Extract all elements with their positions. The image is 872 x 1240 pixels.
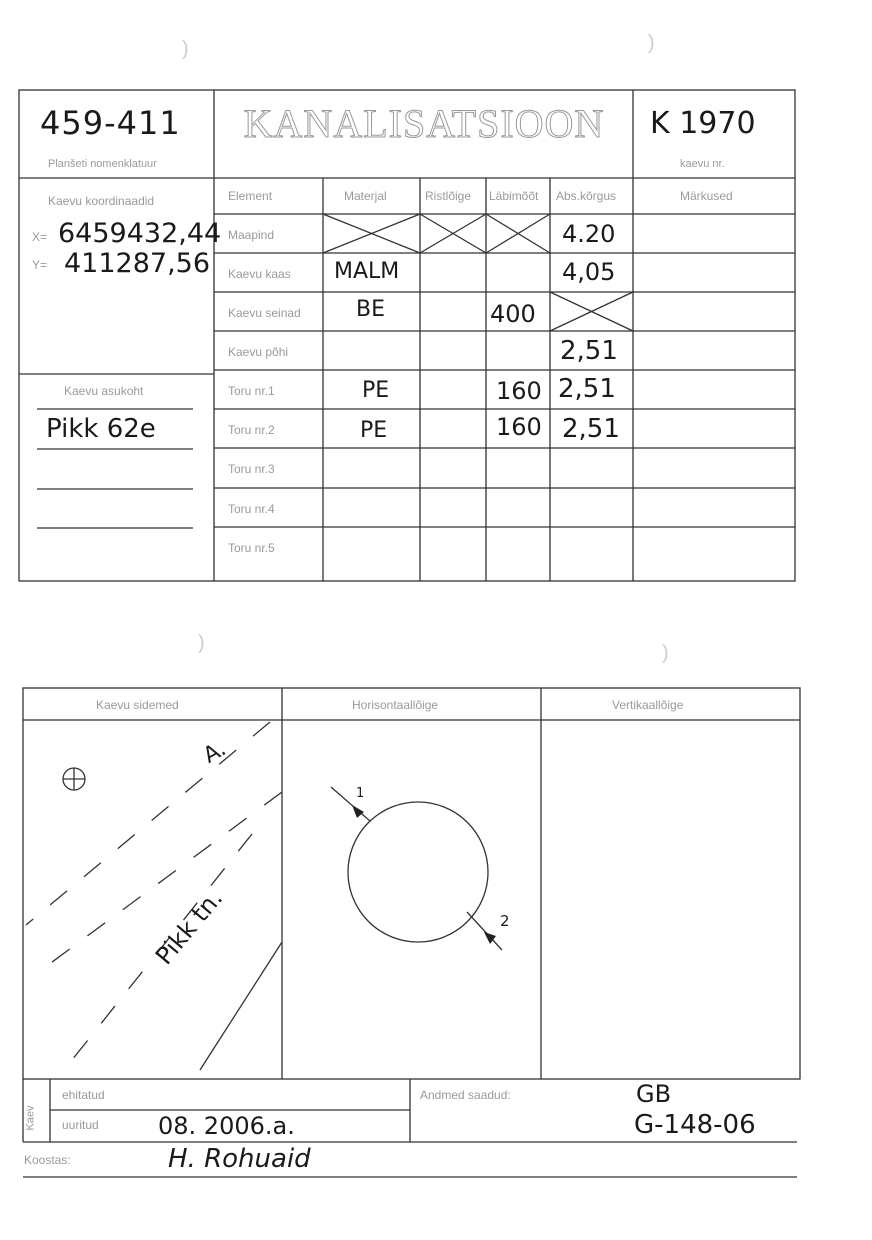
table-row-label: Kaevu põhi — [228, 345, 289, 359]
table-row-label: Toru nr.2 — [228, 423, 275, 437]
table-cell-diameter: 400 — [490, 300, 536, 328]
data-source-value-2: G-148-06 — [634, 1110, 756, 1140]
x-label: X= — [32, 230, 48, 244]
table-row-label: Kaevu seinad — [228, 306, 301, 320]
data-source-label: Andmed saadud: — [420, 1088, 511, 1102]
header-cross: Ristlõige — [425, 189, 472, 203]
header-material: Materjal — [344, 189, 387, 203]
pipe-2-label: 2 — [500, 912, 510, 930]
page-mark: ) — [198, 632, 205, 654]
data-source-value-1: GB — [636, 1080, 672, 1108]
vertical-section-label: Vertikaallõige — [612, 698, 684, 712]
table-cell-material: PE — [362, 378, 390, 403]
page-mark: ) — [182, 38, 189, 60]
well-number: K 1970 — [650, 106, 756, 141]
well-number-label: kaevu nr. — [680, 158, 725, 170]
well-label: Kaev — [24, 1105, 37, 1131]
compiled-value: H. Rohuaid — [168, 1144, 311, 1174]
table-cell-height: 2,51 — [558, 374, 616, 404]
table-cell-height: 4,05 — [562, 258, 616, 286]
header-height: Abs.kõrgus — [556, 189, 617, 203]
table-cell-height: 4.20 — [562, 220, 616, 248]
page-mark: ) — [662, 642, 669, 664]
header-diameter: Läbimõõt — [489, 189, 539, 203]
links-label: Kaevu sidemed — [96, 698, 179, 712]
location-label: Kaevu asukoht — [64, 384, 144, 398]
coordinates-label: Kaevu koordinaadid — [48, 194, 155, 208]
table-cell-material: MALM — [334, 259, 400, 284]
table-cell-height: 2,51 — [562, 414, 620, 444]
compiled-label: Koostas: — [24, 1153, 71, 1167]
planfile-label: Planšeti nomenklatuur — [48, 158, 157, 170]
surveyed-value: 08. 2006.a. — [158, 1112, 295, 1140]
horizontal-section-label: Horisontaallõige — [352, 698, 439, 712]
planfile-number: 459-411 — [40, 104, 181, 142]
table-row-label: Toru nr.4 — [228, 502, 275, 516]
street-label: A. — [199, 736, 231, 769]
street-name: Pikk tn. — [150, 884, 229, 970]
table-row-label: Toru nr.3 — [228, 462, 275, 476]
table-row-label: Toru nr.5 — [228, 541, 275, 555]
table-row-label: Toru nr.1 — [228, 384, 275, 398]
built-label: ehitatud — [62, 1088, 105, 1102]
table-row-label: Maapind — [228, 228, 275, 242]
surveyed-label: uuritud — [62, 1118, 99, 1132]
table-cell-height: 2,51 — [560, 336, 618, 366]
x-value: 6459432,44 — [58, 218, 222, 249]
header-element: Element — [228, 189, 273, 203]
header-notes: Märkused — [680, 189, 733, 203]
y-label: Y= — [32, 258, 48, 272]
table-cell-diameter: 160 — [496, 413, 542, 441]
table-cell-material: BE — [356, 297, 385, 322]
y-value: 411287,56 — [64, 248, 211, 279]
page-mark: ) — [648, 32, 655, 54]
page-title: KANALISATSIOON — [243, 101, 605, 146]
table-row-label: Kaevu kaas — [228, 267, 291, 281]
pipe-1-label: 1 — [356, 786, 365, 801]
table-cell-material: PE — [360, 418, 388, 443]
location-value: Pikk 62e — [46, 414, 156, 444]
table-cell-diameter: 160 — [496, 377, 542, 405]
